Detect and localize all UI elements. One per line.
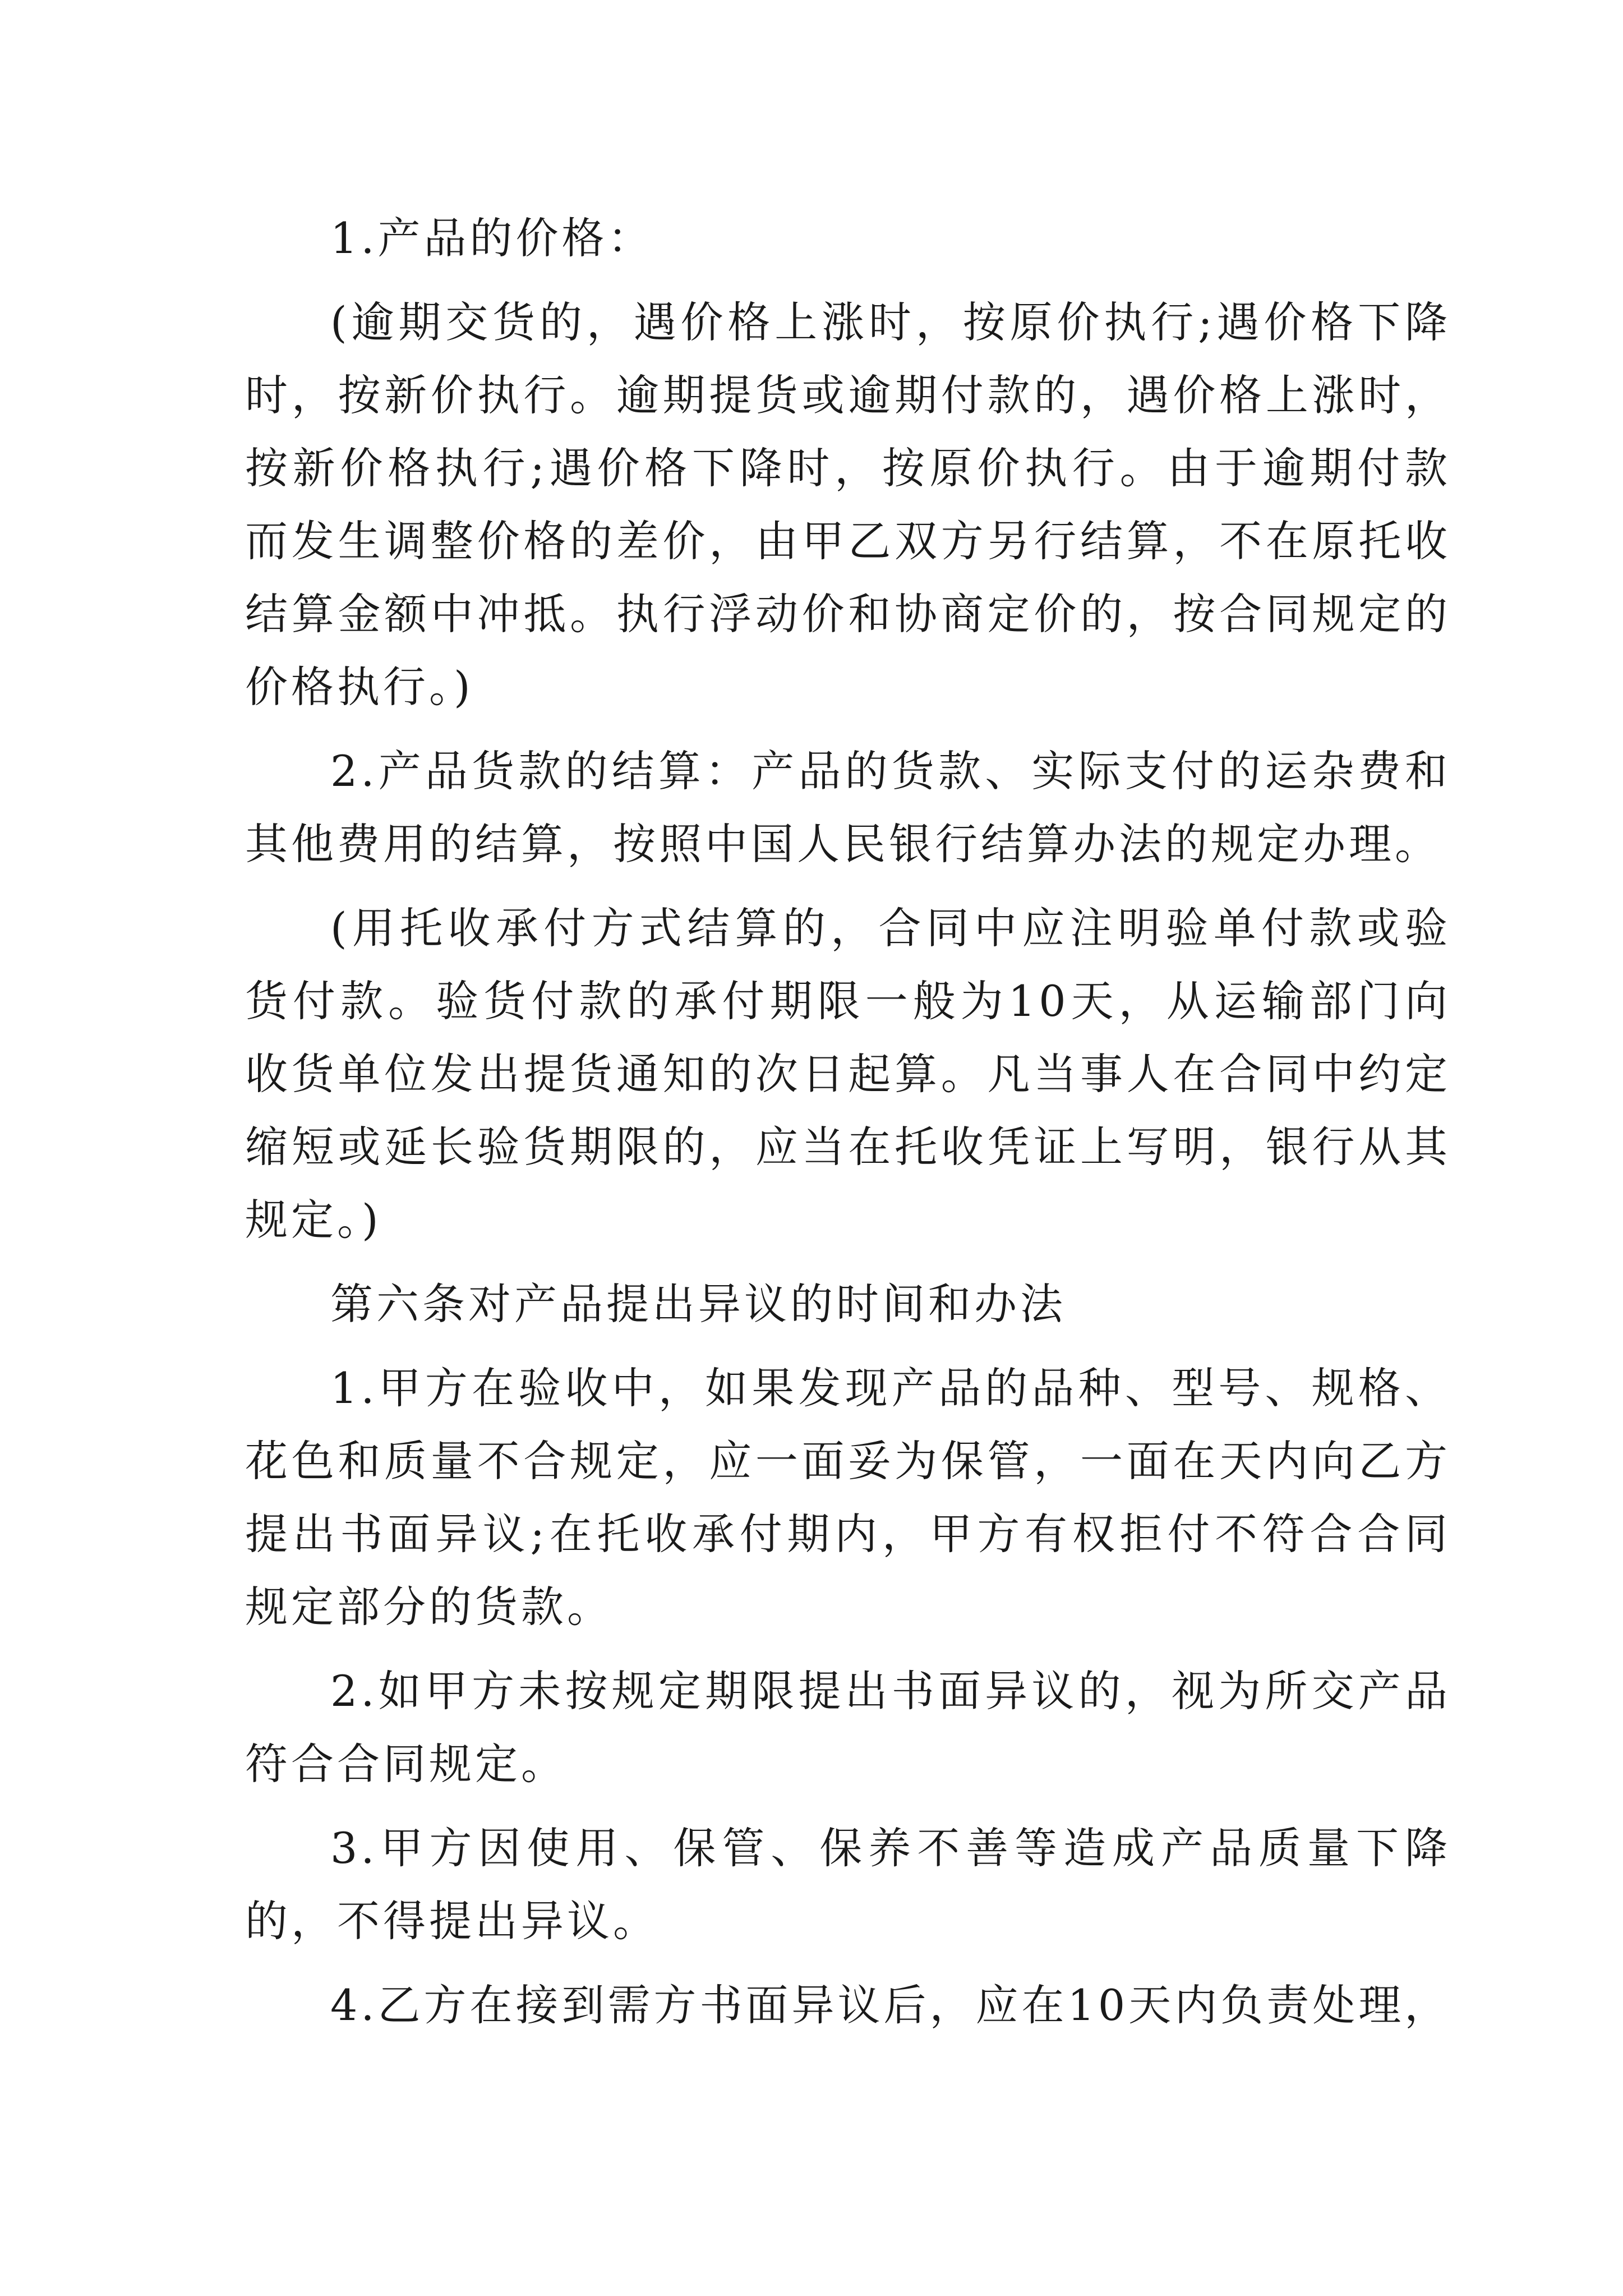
paragraph-objection-4: 4.乙方在接到需方书面异议后，应在10天内负责处理， — [330, 1980, 1451, 2030]
paragraph-collection-acceptance: (用托收承付方式结算的，合同中应注明验单付款或验货付款。验货付款的承付期限一般为10天，从运输部门向收货单位发出提货通知的次日起算。凡当事人在合同中约定缩短或延长验货期限的，应当在托收凭证上写明，银行从其规定。) — [245, 903, 1451, 1245]
document-body — [245, 202, 1451, 2042]
paragraph-objection-3: 3.甲方因使用、保管、保养不善等造成产品质量下降的，不得提出异议。 — [245, 1823, 1451, 1946]
paragraph-objection-2: 2.如甲方未按规定期限提出书面异议的，视为所交产品符合合同规定。 — [245, 1666, 1451, 1789]
paragraph-payment-settlement: 2.产品货款的结算：产品的货款、实际支付的运杂费和其他费用的结算，按照中国人民银行结算办法的规定办理。 — [245, 746, 1451, 869]
article-six-heading: 第六条对产品提出异议的时间和办法 — [330, 1279, 1066, 1329]
paragraph-price-heading: 1.产品的价格： — [330, 213, 654, 263]
paragraph-price-adjustment: (逾期交货的，遇价格上涨时，按原价执行;遇价格下降时，按新价执行。逾期提货或逾期付款的，遇价格上涨时，按新价格执行;遇价格下降时，按原价执行。由于逾期付款而发生调整价格的差价，由甲乙双方另行结算，不在原托收结算金额中冲抵。执行浮动价和协商定价的，按合同规定的价格执行。) — [245, 297, 1451, 712]
paragraph-objection-1: 1.甲方在验收中，如果发现产品的品种、型号、规格、花色和质量不合规定，应一面妥为保管，一面在天内向乙方提出书面异议;在托收承付期内，甲方有权拒付不符合合同规定部分的货款。 — [245, 1363, 1451, 1632]
